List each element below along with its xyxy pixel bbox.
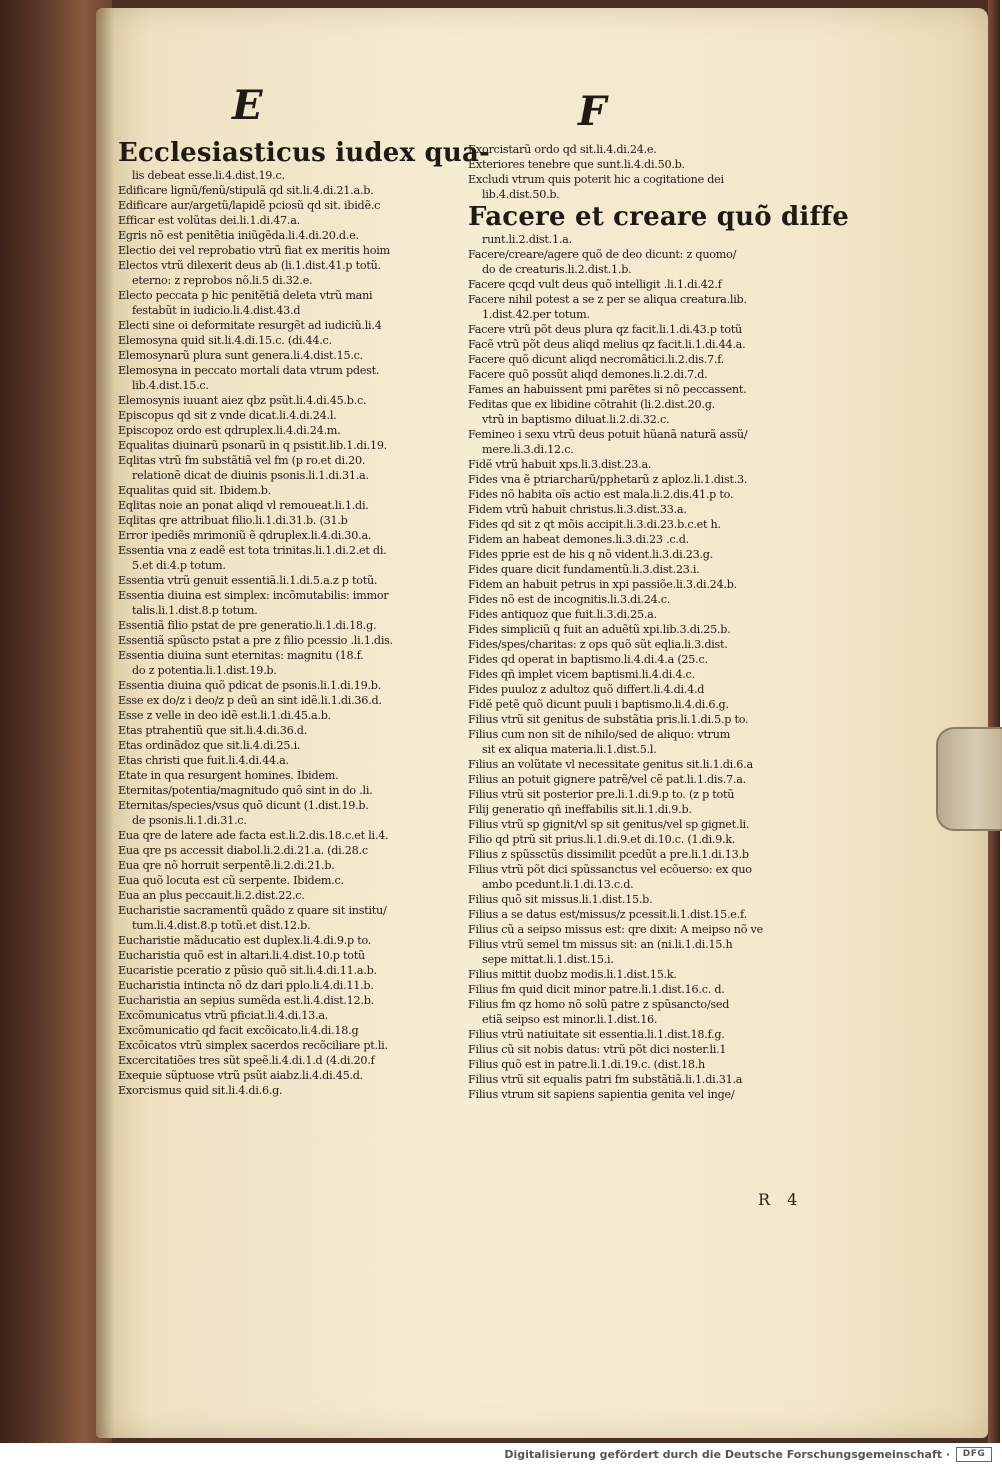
right-index-entry: mere.li.3.di.12.c. (482, 443, 574, 456)
funding-credit: Digitalisierung gefördert durch die Deutsche Forschungsgemeinschaft · (504, 1448, 950, 1461)
left-index-entry: Eua qre ps accessit diabol.li.2.di.21.a. (di.28.c (118, 844, 368, 857)
left-index-entry: talis.li.1.dist.8.p totum. (132, 604, 258, 617)
left-index-entry: Eua qre nõ horruit serpentẽ.li.2.di.21.b. (118, 859, 335, 872)
left-index-entry: Eucharistie sacramentũ quãdo z quare sit institu/ (118, 904, 387, 917)
left-index-entry: Eua an plus peccauit.li.2.dist.22.c. (118, 889, 305, 902)
right-index-entry: Fidẽ vtrũ habuit xps.li.3.dist.23.a. (468, 458, 652, 471)
left-index-entry: Eucharistia intincta nõ dz dari pplo.li.4.di.11.b. (118, 979, 374, 992)
left-index-entry: Excõicatos vtrũ simplex sacerdos recõciliare pt.li. (118, 1039, 388, 1052)
page-gutter-shadow (96, 8, 114, 1438)
left-index-entry: Excõmunicatio qd facit excõicato.li.4.di.18.g (118, 1024, 359, 1037)
left-index-entry: Eqlitas noie an ponat aliqd vl remoueat.li.1.di. (118, 499, 369, 512)
right-index-entry: Exorcistarũ ordo qd sit.li.4.di.24.e. (468, 143, 657, 156)
right-index-entry: Fides antiquoz que fuit.li.3.di.25.a. (468, 608, 657, 621)
right-index-entry: Fides/spes/charitas: z ops quõ sũt eqlia.li.3.dist. (468, 638, 728, 651)
right-index-entry: Fidẽ petẽ quõ dicunt puuli i baptismo.li.4.di.6.g. (468, 698, 729, 711)
right-index-entry: Filius fm qz homo nõ solũ patre z spũsancto/sed (468, 998, 730, 1011)
right-index-entry: Fides qñ implet vicem baptismi.li.4.di.4.c. (468, 668, 695, 681)
left-index-entry: de psonis.li.1.di.31.c. (132, 814, 247, 827)
right-index-entry: Filius vtrũ põt dici spũssanctus vel ecõuerso: ex quo (468, 863, 752, 876)
left-index-entry: Eua quõ locuta est cũ serpente. Ibidem.c. (118, 874, 344, 887)
left-index-entry: Elemosynarũ plura sunt genera.li.4.dist.15.c. (118, 349, 363, 362)
left-index-entry: Electio dei vel reprobatio vtrũ fiat ex meritis hoim (118, 244, 390, 257)
right-index-entry: Fides puuloz z adultoz quõ differt.li.4.di.4.d (468, 683, 705, 696)
right-index-entry: Filius an volũtate vl necessitate genitus sit.li.1.di.6.a (468, 758, 753, 771)
left-index-entry: Esse ex do/z i deo/z p deũ an sint idẽ.li.1.di.36.d. (118, 694, 382, 707)
left-index-entry: Egris nõ est penitẽtia iniũgẽda.li.4.di.20.d.e. (118, 229, 359, 242)
left-index-entry: do z potentia.li.1.dist.19.b. (132, 664, 277, 677)
left-index-entry: Efficar est volũtas dei.li.1.di.47.a. (118, 214, 300, 227)
right-index-entry: do de creaturis.li.2.dist.1.b. (482, 263, 632, 276)
left-index-entry: Excõmunicatus vtrũ pficiat.li.4.di.13.a. (118, 1009, 329, 1022)
right-column-entries (468, 232, 818, 1102)
right-index-entry: Filius an potuit gignere patrẽ/vel cẽ pat.li.1.dis.7.a. (468, 773, 746, 786)
section-letter-left: E (232, 82, 263, 129)
right-index-entry: Filius vtrũ sp gignit/vl sp sit genitus/vel sp gignet.li. (468, 818, 750, 831)
right-index-entry: Filius z spũssctũs dissimilit pcedũt a pre.li.1.di.13.b (468, 848, 749, 861)
right-index-entry: Filius vtrũ sit equalis patri fm substãtiã.li.1.di.31.a (468, 1073, 743, 1086)
right-index-entry: Fidem an habeat demones.li.3.di.23 .c.d. (468, 533, 689, 546)
right-index-entry: Fames an habuissent pmi parẽtes si nõ peccassent. (468, 383, 747, 396)
right-index-entry: Filius quõ est in patre.li.1.di.19.c. (dist.18.h (468, 1058, 706, 1071)
left-index-entry: Episcopoz ordo est qdruplex.li.4.di.24.m. (118, 424, 341, 437)
left-index-entry: Equalitas quid sit. Ibidem.b. (118, 484, 271, 497)
right-index-entry: Fides qd operat in baptismo.li.4.di.4.a (25.c. (468, 653, 708, 666)
left-index-entry: eterno: z reprobos nõ.li.5 di.32.e. (132, 274, 313, 287)
left-index-entry: Eternitas/species/vsus quõ dicunt (1.dist.19.b. (118, 799, 369, 812)
right-index-entry: Facẽ vtrũ põt deus aliqd melius qz facit.li.1.di.44.a. (468, 338, 746, 351)
right-index-entry: Filius quõ sit missus.li.1.dist.15.b. (468, 893, 653, 906)
right-index-entry: Fidem vtrũ habuit christus.li.3.dist.33.a. (468, 503, 687, 516)
left-index-entry: Etas ptrahentiũ que sit.li.4.di.36.d. (118, 724, 308, 737)
left-index-entry: Eqlitas vtrũ fm substãtiã vel fm (p ro.et di.20. (118, 454, 366, 467)
right-index-entry: Filius cũ a seipso missus est: qre dixit: A meipso nõ ve (468, 923, 763, 936)
right-index-entry: Filius fm quid dicit minor patre.li.1.dist.16.c. d. (468, 983, 725, 996)
right-index-entry: Filius vtrũ semel tm missus sit: an (ni.li.1.di.15.h (468, 938, 733, 951)
book-cover-right-edge (988, 0, 1000, 1443)
right-index-entry: Feditas que ex libidine cõtrahit (li.2.dist.20.g. (468, 398, 715, 411)
right-index-entry: lib.4.dist.50.b. (482, 188, 560, 201)
left-index-entry: Equalitas diuinarũ psonarũ in q psistit.lib.1.di.19. (118, 439, 387, 452)
right-index-entry: 1.dist.42.per totum. (482, 308, 590, 321)
left-index-entry: Etas ordinãdoz que sit.li.4.di.25.i. (118, 739, 301, 752)
left-index-entry: Exequie sũptuose vtrũ psũt aiabz.li.4.di.45.d. (118, 1069, 363, 1082)
left-index-entry: Eqlitas qre attribuat filio.li.1.di.31.b. (31.b (118, 514, 348, 527)
left-index-entry: Essentia vtrũ genuit essentiã.li.1.di.5.a.z p totũ. (118, 574, 378, 587)
left-index-entry: Essentiã spũscto pstat a pre z filio pcessio .li.1.dis. (118, 634, 393, 647)
left-index-entry: Essentia diuina est simplex: incõmutabilis: immor (118, 589, 389, 602)
right-index-entry: runt.li.2.dist.1.a. (482, 233, 572, 246)
left-index-entry: Essentia diuina sunt eternitas: magnitu (18.f. (118, 649, 364, 662)
right-column-entries-top (468, 142, 818, 202)
right-index-entry: Filius vtrũ natiuitate sit essentia.li.1.dist.18.f.g. (468, 1028, 725, 1041)
right-index-entry: Facere vtrũ põt deus plura qz facit.li.1.di.43.p totũ (468, 323, 742, 336)
right-index-entry: Filio qd ptrũ sit prius.li.1.di.9.et di.10.c. (1.di.9.k. (468, 833, 736, 846)
left-index-entry: Etate in qua resurgent homines. Ibidem. (118, 769, 339, 782)
right-index-column (468, 142, 850, 1102)
left-index-column (118, 138, 490, 1098)
left-index-entry: Elemosynis iuuant aiez qbz psũt.li.4.di.45.b.c. (118, 394, 367, 407)
signature-mark: R 4 (758, 1190, 804, 1209)
left-index-entry: Eucaristie pceratio z pũsio quõ sit.li.4.di.11.a.b. (118, 964, 377, 977)
right-index-entry: Fides nõ habita oĩs actio est mala.li.2.dis.41.p to. (468, 488, 734, 501)
right-index-entry: Fides nõ est de incognitis.li.3.di.24.c. (468, 593, 671, 606)
left-index-entry: Edificare lignũ/fenũ/stipulã qd sit.li.4.di.21.a.b. (118, 184, 374, 197)
left-index-entry: 5.et di.4.p totum. (132, 559, 226, 572)
right-index-entry: Facere/creare/agere quõ de deo dicunt: z quomo/ (468, 248, 737, 261)
section-letter-right: F (578, 88, 607, 135)
left-index-entry: Eucharistia quõ est in altari.li.4.dist.10.p totũ (118, 949, 365, 962)
left-index-entry: Error ipediẽs mrimoniũ ẽ qdruplex.li.4.di.30.a. (118, 529, 372, 542)
left-column-entries (118, 168, 436, 1098)
book-clasp (936, 727, 1002, 831)
right-index-entry: Filius mittit duobz modis.li.1.dist.15.k. (468, 968, 677, 981)
right-index-entry: Femineo i sexu vtrũ deus potuit hũanã naturã assũ/ (468, 428, 748, 441)
left-index-entry: Electi sine oi deformitate resurgẽt ad iudiciũ.li.4 (118, 319, 382, 332)
right-index-entry: Exteriores tenebre que sunt.li.4.di.50.b. (468, 158, 685, 171)
right-index-entry: Fides pprie est de his q nõ vident.li.3.di.23.g. (468, 548, 714, 561)
right-index-entry: sepe mittat.li.1.dist.15.i. (482, 953, 614, 966)
left-index-entry: Etas christi que fuit.li.4.di.44.a. (118, 754, 289, 767)
left-index-entry: Essentiã filio pstat de pre generatio.li.1.di.18.g. (118, 619, 377, 632)
right-index-entry: Facere quõ dicunt aliqd necromãtici.li.2.dis.7.f. (468, 353, 724, 366)
right-index-entry: Filius vtrũ sit genitus de substãtia pris.li.1.di.5.p to. (468, 713, 749, 726)
right-index-entry: ambo pcedunt.li.1.di.13.c.d. (482, 878, 634, 891)
right-index-entry: vtrũ in baptismo diluat.li.2.di.32.c. (482, 413, 670, 426)
left-index-entry: Eucharistie mãducatio est duplex.li.4.di.9.p to. (118, 934, 372, 947)
right-index-entry: Fides qd sit z qt mõis accipit.li.3.di.23.b.c.et h. (468, 518, 721, 531)
dfg-logo: DFG (956, 1447, 992, 1462)
left-index-entry: Elemosyna in peccato mortali data vtrum pdest. (118, 364, 380, 377)
right-index-entry: Facere quõ possũt aliqd demones.li.2.di.7.d. (468, 368, 708, 381)
left-index-entry: lib.4.dist.15.c. (132, 379, 209, 392)
right-index-entry: Filius a se datus est/missus/z pcessit.li.1.dist.15.e.f. (468, 908, 747, 921)
left-index-entry: Esse z velle in deo idẽ est.li.1.di.45.a.b. (118, 709, 331, 722)
right-index-entry: Filius vtrum sit sapiens sapientia genita vel inge/ (468, 1088, 735, 1101)
right-index-entry: Filius cũ sit nobis datus: vtrũ põt dici noster.li.1 (468, 1043, 727, 1056)
right-index-entry: Facere nihil potest a se z per se aliqua creatura.lib. (468, 293, 747, 306)
right-index-entry: Fides quare dicit fundamentũ.li.3.dist.23.i. (468, 563, 700, 576)
left-column-heading: Ecclesiasticus iudex qua- (118, 138, 490, 168)
left-index-entry: Essentia diuina quõ pdicat de psonis.li.1.di.19.b. (118, 679, 382, 692)
left-index-entry: festabũt in iudicio.li.4.dist.43.d (132, 304, 301, 317)
left-index-entry: lis debeat esse.li.4.dist.19.c. (132, 169, 285, 182)
left-index-entry: Exorcismus quid sit.li.4.di.6.g. (118, 1084, 283, 1097)
right-index-entry: Filius cum non sit de nihilo/sed de aliquo: vtrum (468, 728, 731, 741)
left-index-entry: Edificare aur/argetũ/lapidẽ pciosũ qd sit. ibidẽ.c (118, 199, 381, 212)
left-index-entry: Essentia vna z eadẽ est tota trinitas.li.1.di.2.et di. (118, 544, 387, 557)
left-index-entry: Eucharistia an sepius sumẽda est.li.4.dist.12.b. (118, 994, 374, 1007)
left-index-entry: Elemosyna quid sit.li.4.di.15.c. (di.44.c. (118, 334, 332, 347)
left-index-entry: Eternitas/potentia/magnitudo quõ sint in do .li. (118, 784, 373, 797)
left-index-entry: relationẽ dicat de diuinis psonis.li.1.di.31.a. (132, 469, 369, 482)
right-index-entry: Fidem an habuit petrus in xpi passiõe.li.3.di.24.b. (468, 578, 737, 591)
left-index-entry: Episcopus qd sit z vnde dicat.li.4.di.24.l. (118, 409, 337, 422)
right-index-entry: Filius vtrũ sit posterior pre.li.1.di.9.p to. (z p totũ (468, 788, 735, 801)
right-index-entry: Excludi vtrum quis poterit hic a cogitatione dei (468, 173, 724, 186)
left-index-entry: Excercitatiões tres sũt speẽ.li.4.di.1.d (4.di.20.f (118, 1054, 375, 1067)
right-index-entry: Fides simpliciũ q fuit an aduẽtũ xpi.lib.3.di.25.b. (468, 623, 731, 636)
left-index-entry: Electo peccata p hic penitẽtiã deleta vtrũ mani (118, 289, 373, 302)
right-index-entry: Filij generatio qñ ineffabilis sit.li.1.di.9.b. (468, 803, 692, 816)
left-index-entry: Eua qre de latere ade facta est.li.2.dis.18.c.et li.4. (118, 829, 389, 842)
right-index-entry: sit ex aliqua materia.li.1.dist.5.l. (482, 743, 657, 756)
right-column-heading: Facere et creare quõ diffe (468, 202, 850, 232)
left-index-entry: Electos vtrũ dilexerit deus ab (li.1.dist.41.p totũ. (118, 259, 381, 272)
right-index-entry: Fides vna ẽ ptriarcharũ/pphetarũ z aploz.li.1.dist.3. (468, 473, 748, 486)
footer-bar (0, 1443, 1000, 1468)
right-index-entry: Facere qcqd vult deus quõ intelligit .li.1.di.42.f (468, 278, 722, 291)
right-index-entry: etiã seipso est minor.li.1.dist.16. (482, 1013, 658, 1026)
left-index-entry: tum.li.4.dist.8.p totũ.et dist.12.b. (132, 919, 311, 932)
